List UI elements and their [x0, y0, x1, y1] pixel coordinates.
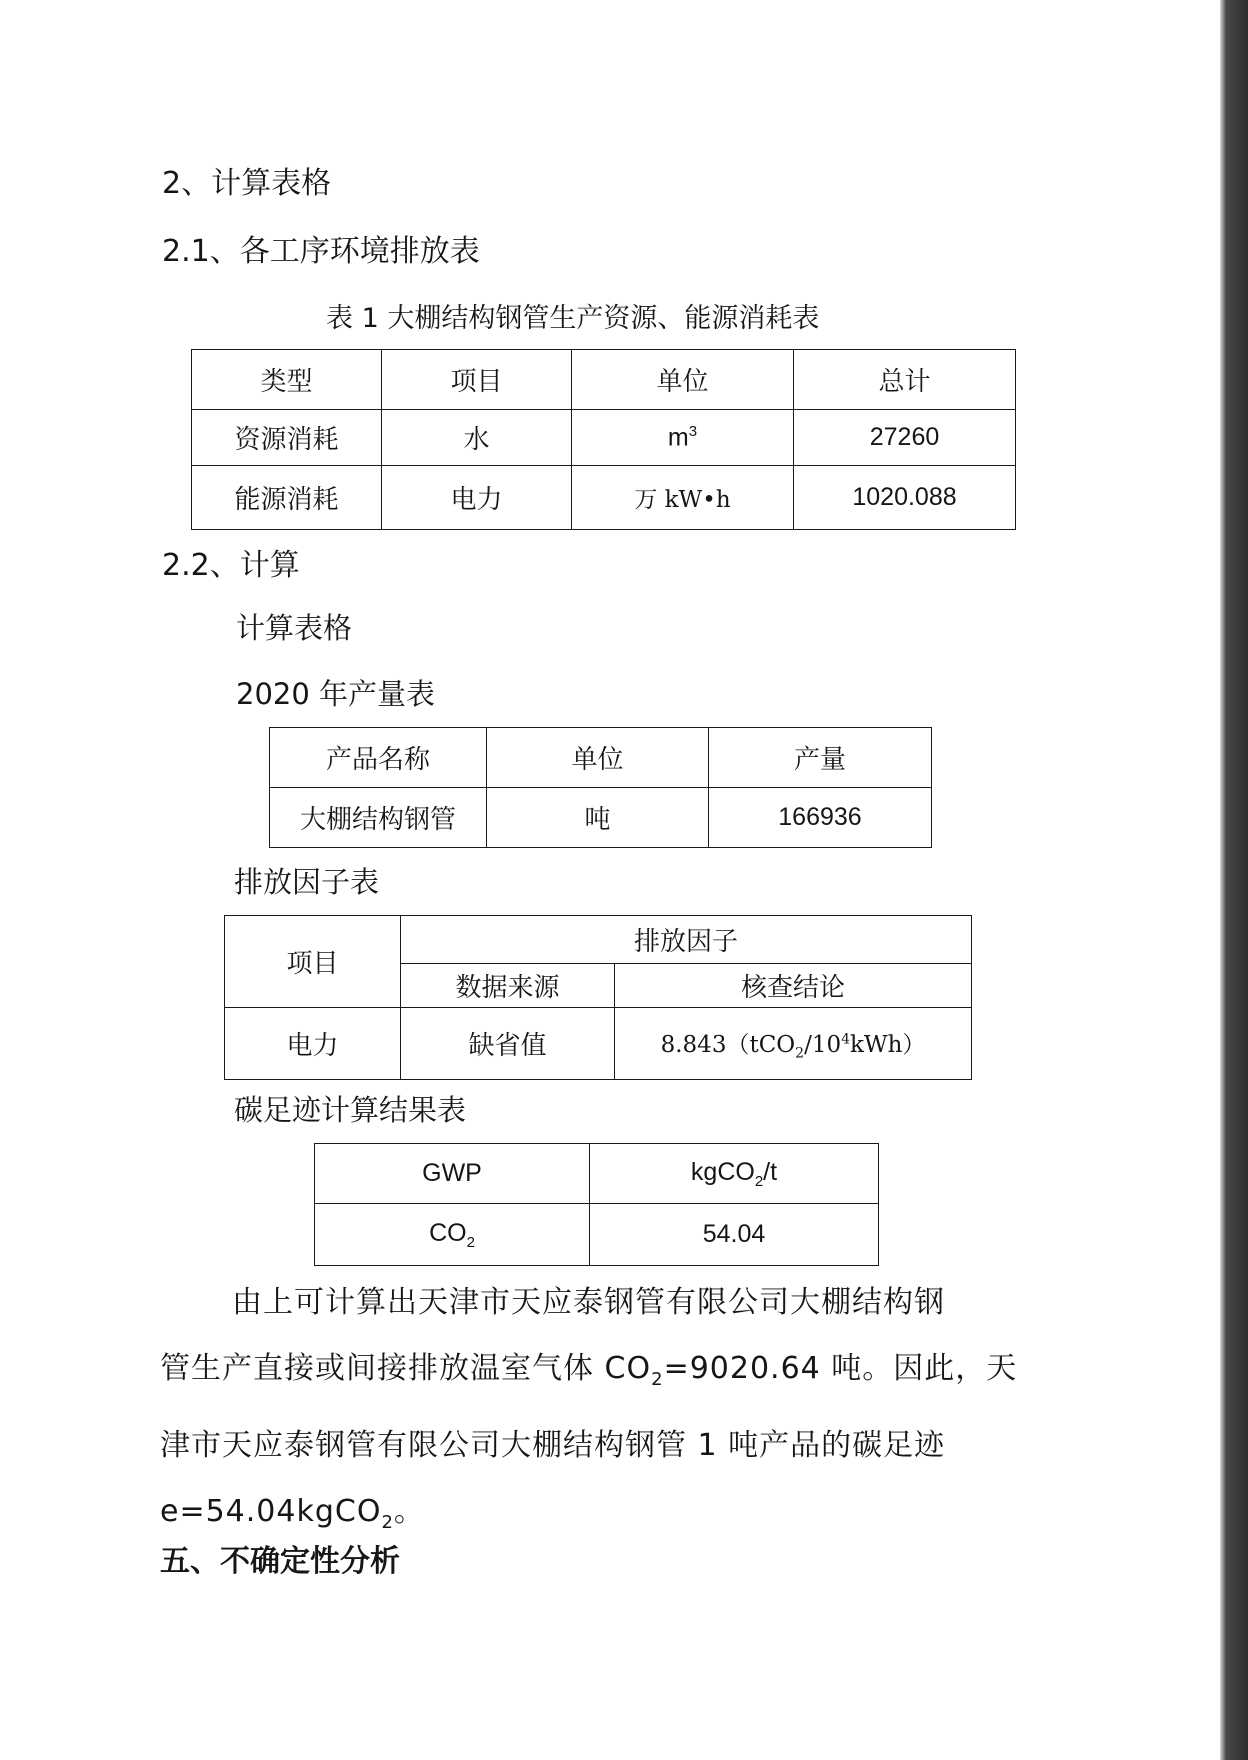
paragraph-text: 。: [393, 1494, 425, 1529]
table1-cell-item: 电力: [382, 466, 572, 530]
result-paragraph: [160, 1270, 1020, 1556]
paragraph-line: 由上可计算出天津市天应泰钢管有限公司大棚结构钢: [232, 1285, 945, 1320]
table1-header-cell: 单位: [572, 350, 794, 410]
section-heading-emission-table: 2.1、各工序环境排放表: [162, 234, 480, 269]
footprint-cell-gas: [315, 1204, 590, 1266]
factor-value-text: /10: [804, 1031, 842, 1058]
footprint-header-gwp: GWP: [315, 1144, 590, 1204]
section-heading-calc-tables: 2、计算表格: [162, 166, 332, 201]
table1-header-cell: 总计: [794, 350, 1016, 410]
output-header-row: [270, 728, 932, 788]
output-header-cell: 产品名称: [270, 728, 487, 788]
factor-value-subscript: 2: [795, 1045, 805, 1062]
output-cell-quantity: 166936: [709, 788, 932, 848]
table1-caption: 表 1 大棚结构钢管生产资源、能源消耗表: [326, 303, 820, 334]
output-header-cell: 单位: [487, 728, 709, 788]
factor-header-source: 数据来源: [401, 964, 615, 1008]
section-heading-uncertainty: 五、不确定性分析: [160, 1544, 400, 1579]
table1-cell-unit: 万 kW•h: [572, 466, 794, 530]
table1-cell-type: 资源消耗: [192, 410, 382, 466]
output-header-cell: 产量: [709, 728, 932, 788]
paragraph-text: e=54.04kgCO: [160, 1494, 382, 1529]
gas-text: CO: [429, 1218, 467, 1247]
table1-header-row: [192, 350, 1016, 410]
table1-cell-type: 能源消耗: [192, 466, 382, 530]
factor-header-row: [225, 916, 972, 964]
paragraph-line: 津市天应泰钢管有限公司大棚结构钢管 1 吨产品的碳足迹: [160, 1428, 946, 1463]
output-cell-product: 大棚结构钢管: [270, 788, 487, 848]
resource-energy-table: [191, 349, 1016, 530]
scan-page-edge: [1220, 0, 1248, 1760]
paragraph-text: =9020.64 吨。因此，天: [663, 1351, 1018, 1386]
table1-cell-item: 水: [382, 410, 572, 466]
emission-factor-table: [224, 915, 972, 1080]
factor-cell-item: 电力: [225, 1008, 401, 1080]
factor-row: [225, 1008, 972, 1080]
factor-value-text: kWh）: [850, 1031, 926, 1058]
table1-cell-unit: [572, 410, 794, 466]
table1-cell-total: 1020.088: [794, 466, 1016, 530]
unit-text: /t: [763, 1157, 778, 1186]
carbon-footprint-table: [314, 1143, 879, 1266]
output-row: [270, 788, 932, 848]
paragraph-text: 管生产直接或间接排放温室气体 CO: [160, 1351, 652, 1386]
footprint-row: [315, 1204, 879, 1266]
factor-cell-source: 缺省值: [401, 1008, 615, 1080]
factor-cell-value: [615, 1008, 972, 1080]
factor-value-text: 8.843（tCO: [660, 1031, 796, 1058]
factor-value-superscript: 4: [841, 1031, 851, 1048]
label-output-table: 2020 年产量表: [236, 677, 436, 711]
table1-row: [192, 410, 1016, 466]
table1-header-cell: 项目: [382, 350, 572, 410]
table1-cell-total: 27260: [794, 410, 1016, 466]
output-cell-unit: 吨: [487, 788, 709, 848]
unit-text: kgCO: [690, 1157, 755, 1186]
paragraph-subscript: 2: [381, 1512, 394, 1533]
table1-row: [192, 466, 1016, 530]
label-factor-table: 排放因子表: [234, 865, 380, 899]
unit-text: m: [667, 423, 689, 452]
footprint-cell-value: 54.04: [590, 1204, 879, 1266]
factor-header-conclusion: 核查结论: [615, 964, 972, 1008]
paragraph-line: [160, 1336, 1020, 1413]
unit-subscript: 2: [754, 1172, 764, 1190]
section-heading-calc: 2.2、计算: [162, 548, 300, 583]
footprint-header-row: [315, 1144, 879, 1204]
factor-header-item: 项目: [225, 916, 401, 1008]
output-table: [269, 727, 932, 848]
label-calc-tables: 计算表格: [236, 611, 353, 645]
paragraph-subscript: 2: [651, 1369, 664, 1390]
unit-superscript: 3: [688, 422, 698, 440]
footprint-header-unit: [590, 1144, 879, 1204]
factor-header-group: 排放因子: [401, 916, 972, 964]
table1-header-cell: 类型: [192, 350, 382, 410]
label-footprint-table: 碳足迹计算结果表: [234, 1093, 467, 1127]
gas-subscript: 2: [466, 1233, 475, 1251]
